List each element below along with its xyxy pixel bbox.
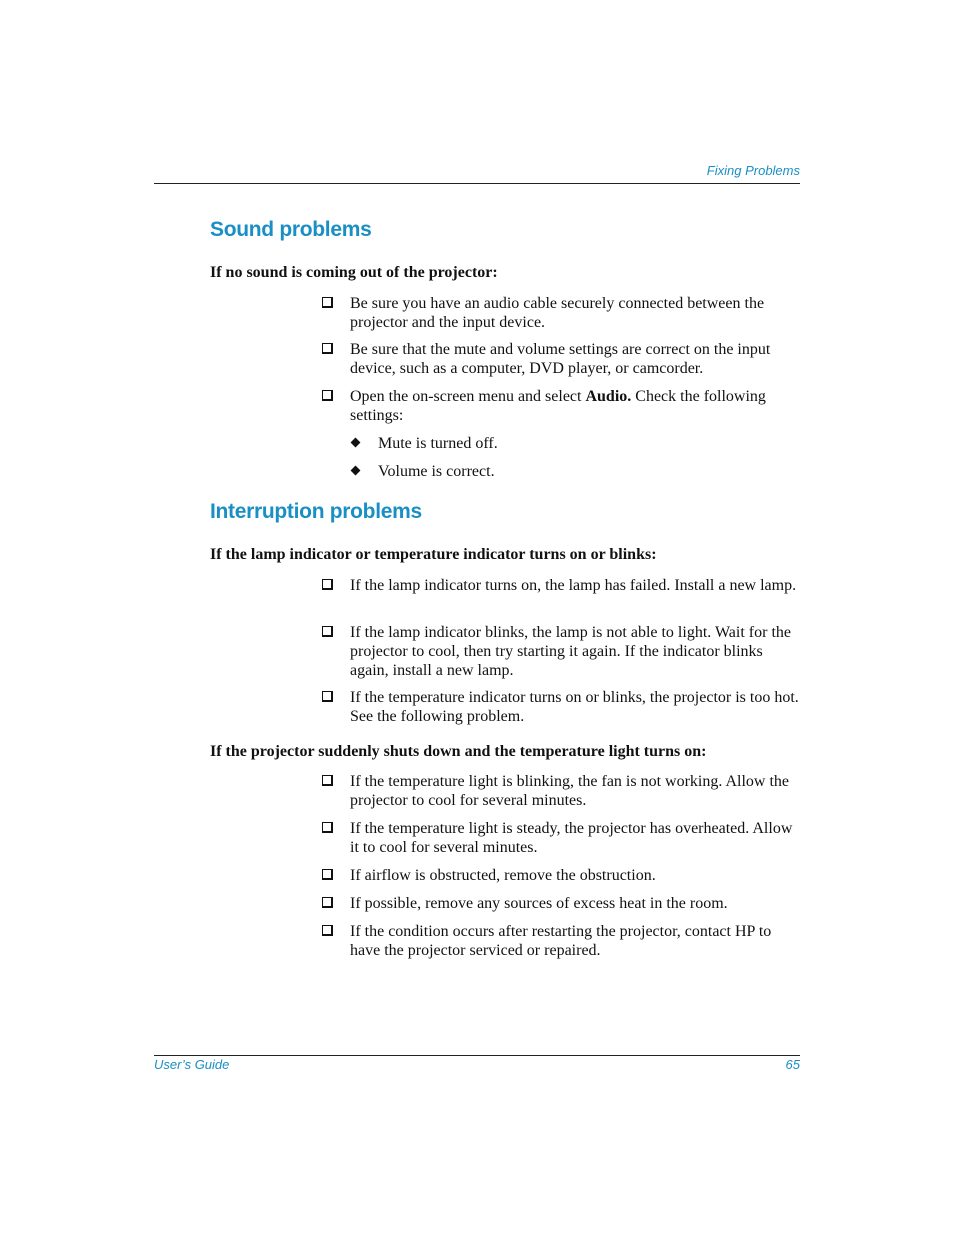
list-item [322,294,802,332]
sub-list-item-text: Volume is correct. [378,463,495,480]
sub-list-item-text: Mute is turned off. [378,435,498,452]
checkbox-bullet-icon [322,691,333,702]
list-item-text: If airflow is obstructed, remove the obstruction. [350,867,656,884]
checkbox-bullet-icon [322,869,333,880]
diamond-bullet-icon [351,466,361,476]
list-item [322,772,802,810]
list-item-text: If the condition occurs after restarting the projector, contact HP to have the projector serviced or repaired. [350,923,772,959]
list-item-text: If the temperature light is blinking, the fan is not working. Allow the projector to cool for several minutes. [350,773,790,809]
list-item [322,576,802,595]
sound-problems-heading: Sound problems [210,218,372,241]
sub-list-item [350,434,790,453]
checkbox-bullet-icon [322,775,333,786]
lamp-indicator-subhead: If the lamp indicator or temperature indicator turns on or blinks: [210,546,657,563]
list-item-text: If the lamp indicator blinks, the lamp is not able to light. Wait for the projector to cool, then try starting it again. If the indicator blinks again, install a new lamp. [350,624,791,679]
page-number: 65 [785,1057,800,1072]
list-item-text: If possible, remove any sources of excess heat in the room. [350,895,728,912]
list-item [322,922,802,960]
list-item [322,866,802,885]
checkbox-bullet-icon [322,925,333,936]
footer-guide-title: User’s Guide [154,1057,230,1072]
running-head: Fixing Problems [706,163,800,178]
checkbox-bullet-icon [322,297,333,308]
list-item [322,340,802,378]
audio-instruction-text: Open the on-screen menu and select [350,388,586,405]
checkbox-bullet-icon [322,390,333,401]
list-item-text: If the lamp indicator turns on, the lamp has failed. Install a new lamp. [350,577,797,594]
list-item [322,623,802,680]
list-item [322,894,802,913]
checkbox-bullet-icon [322,822,333,833]
list-item-text: If the temperature light is steady, the projector has overheated. Allow it to cool for several minutes. [350,820,793,856]
footer-rule [154,1055,800,1056]
list-item [322,688,802,726]
sub-list-item [350,462,790,481]
list-item-text: Be sure that the mute and volume settings are correct on the input device, such as a computer, DVD player, or camcorder. [350,341,771,377]
list-item-text: If the temperature indicator turns on or blinks, the projector is too hot. See the following problem. [350,689,799,725]
list-item [322,387,802,425]
diamond-bullet-icon [351,438,361,448]
audio-menu-label: Audio. [585,388,632,405]
header-rule [154,183,800,184]
checkbox-bullet-icon [322,343,333,354]
list-item [322,819,802,857]
list-item-text: Be sure you have an audio cable securely connected between the projector and the input device. [350,295,765,331]
interruption-problems-heading: Interruption problems [210,500,422,523]
checkbox-bullet-icon [322,897,333,908]
checkbox-bullet-icon [322,626,333,637]
checkbox-bullet-icon [322,579,333,590]
list-item-text [350,387,802,425]
shutdown-subhead: If the projector suddenly shuts down and the temperature light turns on: [210,743,707,760]
audio-instruction-tail: Check the following settings: [350,388,766,424]
no-sound-subhead: If no sound is coming out of the projector: [210,264,498,281]
